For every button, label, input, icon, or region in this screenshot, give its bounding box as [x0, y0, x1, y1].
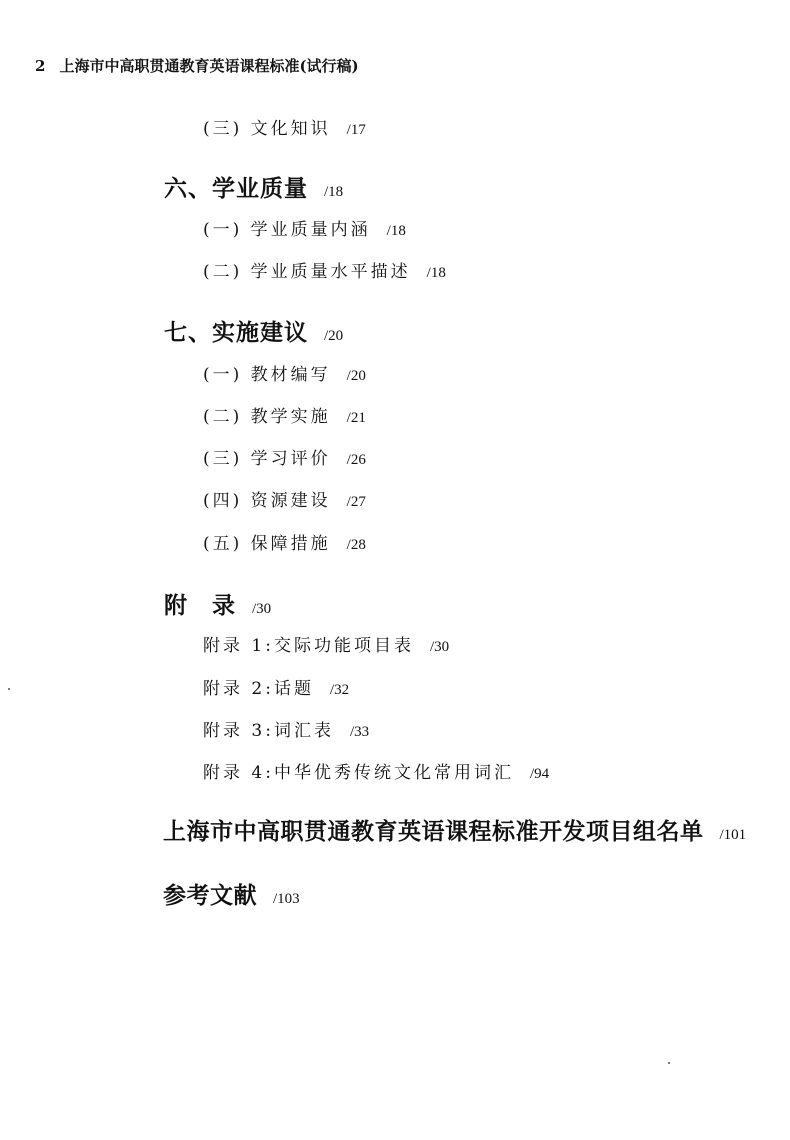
toc-entry-culture-knowledge[interactable]: [203, 121, 366, 138]
scan-speck: [8, 688, 10, 690]
toc-section-label: 附 录: [164, 592, 236, 619]
toc-entry-label: (二) 教学实施: [203, 407, 331, 427]
toc-entry-label: (三) 文化知识: [203, 119, 331, 139]
page-number: 2: [35, 57, 46, 75]
scan-speck: [668, 1062, 670, 1064]
toc-entry-label: (三) 学习评价: [203, 449, 331, 469]
toc-entry-label: 附录 1:交际功能项目表: [203, 636, 414, 656]
toc-entry-label: (四) 资源建设: [203, 491, 331, 511]
toc-entry-page: /21: [346, 410, 366, 426]
toc-entry-page: /20: [346, 368, 366, 384]
toc-entry-quality-connotation[interactable]: [203, 222, 406, 239]
toc-entry-label: (二) 学业质量水平描述: [203, 262, 411, 282]
toc-entry-textbook-writing[interactable]: [203, 367, 366, 384]
toc-entry-page: /27: [346, 494, 366, 510]
toc-entry-teaching[interactable]: [203, 409, 366, 426]
toc-entry-appendix-4[interactable]: [203, 765, 549, 782]
toc-section-team-list[interactable]: [163, 820, 746, 843]
toc-entry-page: /30: [429, 639, 450, 655]
toc-section-page: /101: [719, 827, 747, 843]
toc-entry-label: (一) 教材编写: [203, 365, 331, 385]
toc-section-label: 上海市中高职贯通教育英语课程标准开发项目组名单: [163, 818, 704, 845]
toc-entry-page: /32: [329, 682, 350, 698]
toc-entry-safeguards[interactable]: [203, 536, 366, 553]
toc-section-references[interactable]: [163, 884, 300, 907]
toc-section-academic-quality[interactable]: [164, 177, 343, 200]
toc-entry-quality-levels[interactable]: [203, 264, 446, 281]
toc-section-appendix[interactable]: [164, 594, 271, 617]
toc-entry-page: /17: [346, 122, 366, 138]
toc-entry-label: 附录 4:中华优秀传统文化常用词汇: [203, 763, 514, 783]
toc-entry-appendix-3[interactable]: [203, 723, 369, 740]
toc-entry-page: /94: [529, 766, 550, 782]
toc-entry-page: /28: [346, 537, 366, 553]
toc-section-label: 七、实施建议: [164, 319, 308, 346]
toc-entry-assessment[interactable]: [203, 451, 366, 468]
toc-entry-label: (五) 保障措施: [203, 534, 331, 554]
running-header: [35, 55, 359, 76]
toc-section-page: /103: [273, 891, 300, 907]
toc-section-page: /20: [324, 328, 344, 344]
toc-entry-resources[interactable]: [203, 493, 366, 510]
book-title: 上海市中高职贯通教育英语课程标准(试行稿): [59, 57, 359, 75]
toc-entry-label: 附录 3:词汇表: [203, 721, 334, 741]
toc-section-label: 参考文献: [163, 882, 257, 909]
toc-section-page: /30: [252, 601, 272, 617]
toc-entry-page: /33: [349, 724, 370, 740]
toc-entry-label: 附录 2:话题: [203, 679, 314, 699]
toc-entry-appendix-2[interactable]: [203, 681, 349, 698]
toc-entry-appendix-1[interactable]: [203, 638, 449, 655]
toc-entry-page: /26: [346, 452, 366, 468]
toc-section-page: /18: [324, 184, 344, 200]
toc-section-label: 六、学业质量: [164, 175, 308, 202]
toc-entry-label: (一) 学业质量内涵: [203, 220, 371, 240]
toc-section-implementation[interactable]: [164, 321, 343, 344]
toc-entry-page: /18: [426, 265, 446, 281]
toc-entry-page: /18: [386, 223, 406, 239]
